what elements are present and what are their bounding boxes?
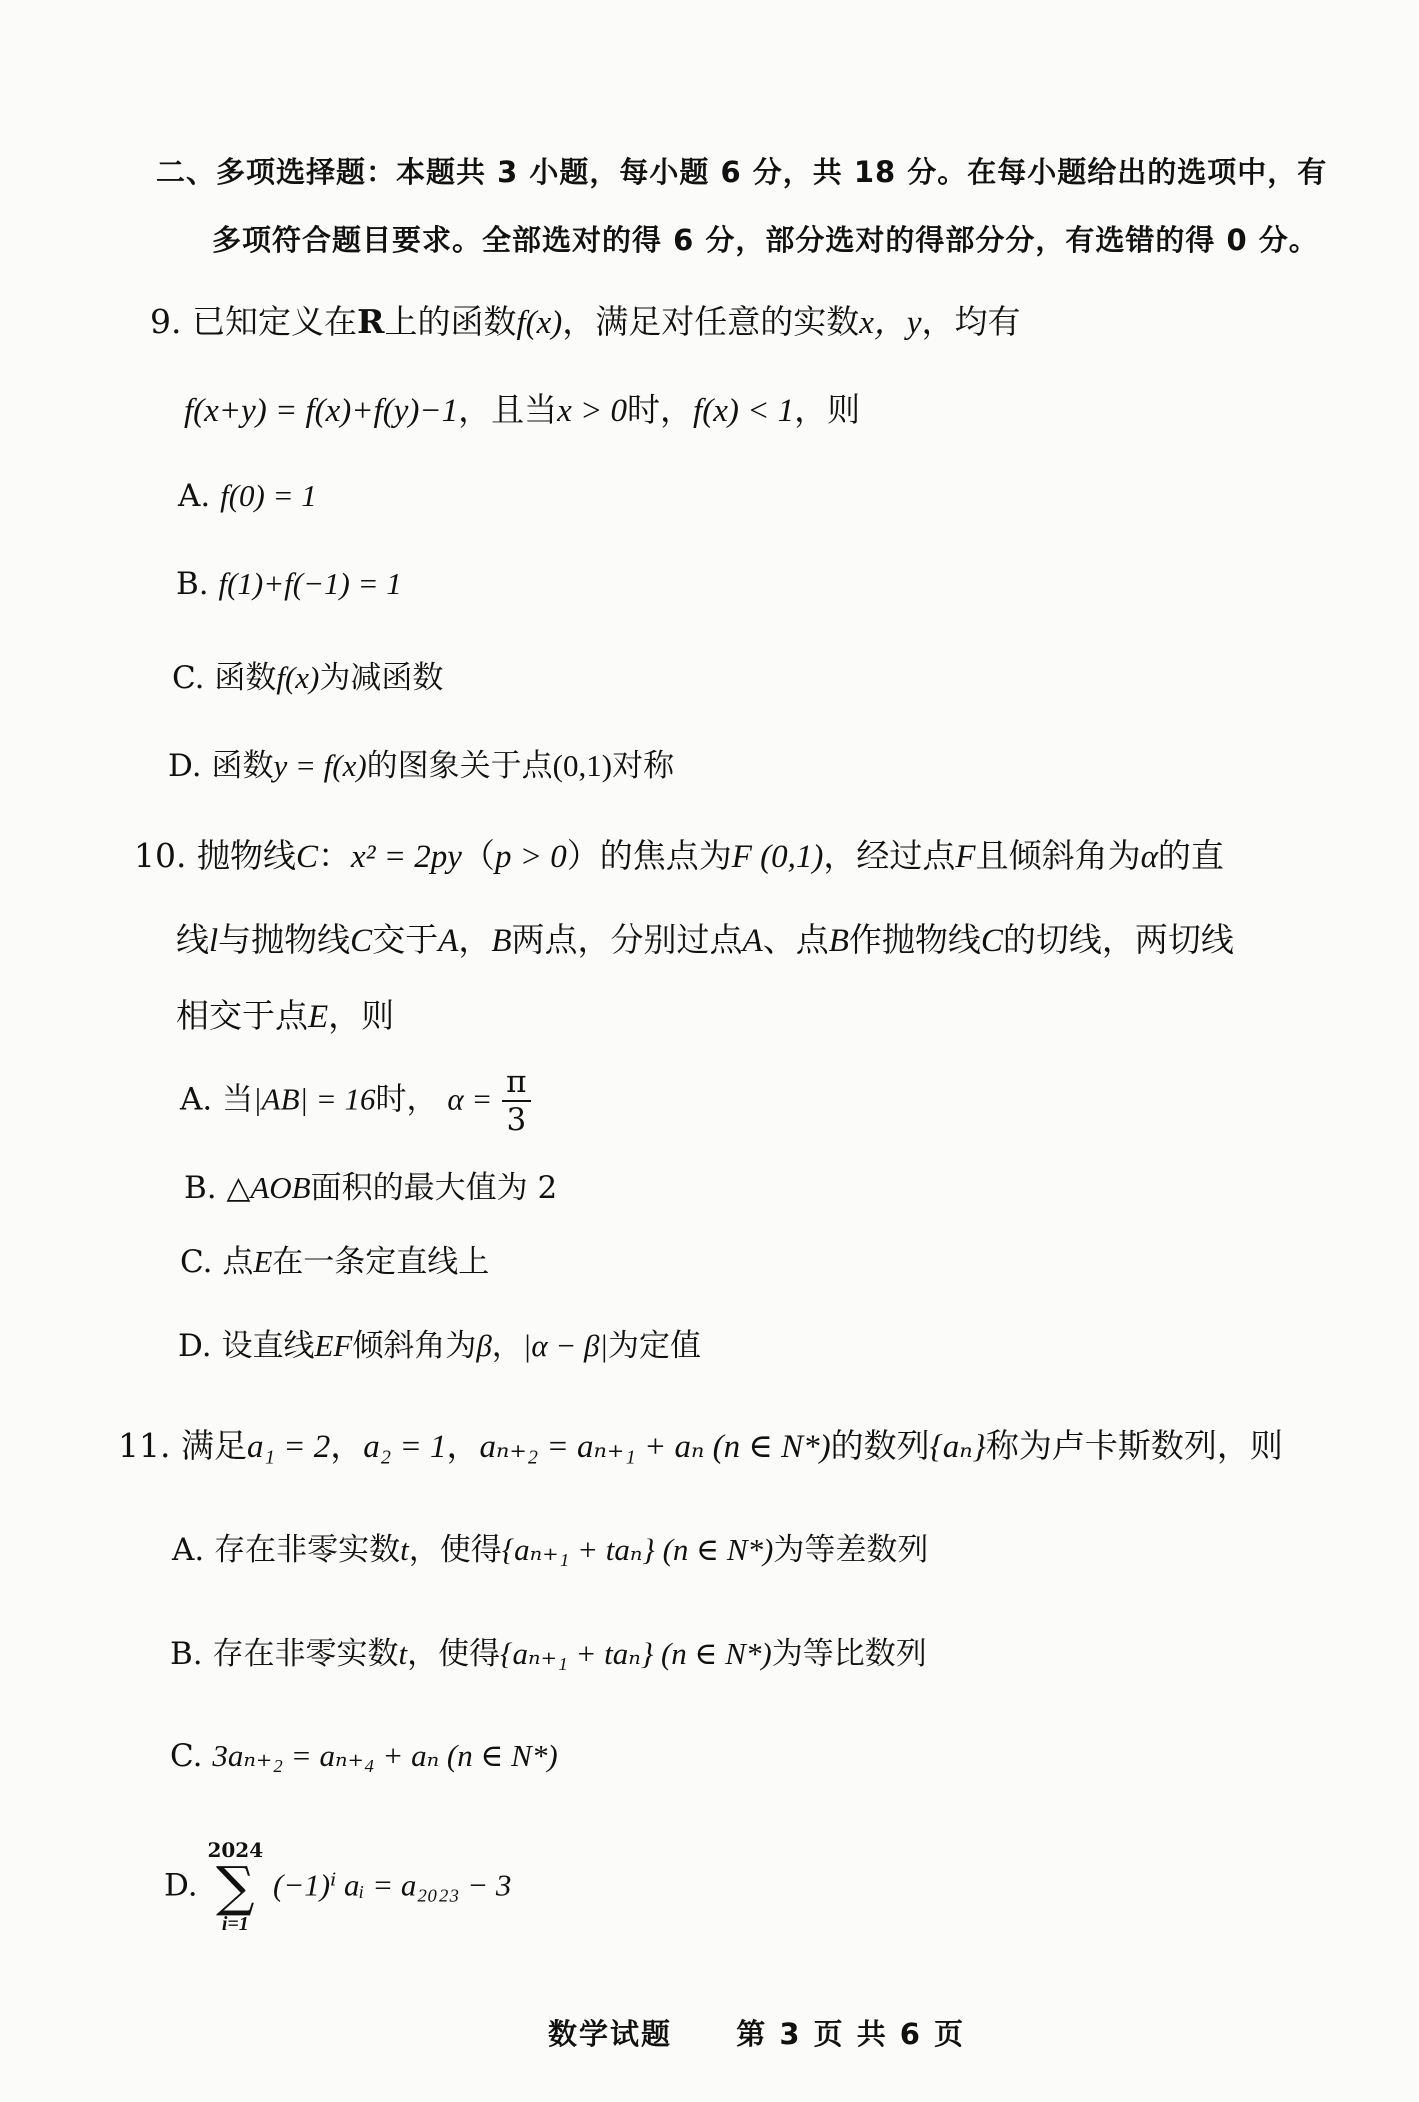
q11-t: t [400,1532,409,1567]
q9-option-a-label: A. [178,478,211,514]
q11-text: ， [446,1426,480,1465]
q10-text: 线 [176,920,209,959]
q11-text: ， [330,1426,364,1465]
q10-option-d-text: 设直线 [221,1328,315,1364]
q9-cond-x: x > 0 [557,393,628,429]
q10-point-a: A [742,923,763,959]
q10-point-e: E [308,999,329,1035]
q10-option-b-label: B. [184,1170,217,1206]
q11-option-b-text: 存在非零实数 [212,1636,399,1672]
q9-cond-fx: f(x) < 1 [693,393,795,429]
fraction-numerator: π [502,1064,530,1102]
q10-text: 抛物线 [196,836,296,875]
q10-option-a-fraction [502,1064,530,1138]
q9-option-a [178,478,317,514]
q10-option-d-text: 倾斜角为 [352,1328,477,1364]
q11-text: 称为卢卡斯数列，则 [985,1426,1283,1465]
q10-text: ，经过点 [823,836,956,875]
q11-recurrence: aₙ₊₂ = aₙ₊₁ + aₙ (n ∈ N*) [479,1429,831,1465]
q10-point-b: B [491,923,512,959]
q11-option-c-identity: 3aₙ₊₂ = aₙ₊₄ + aₙ (n ∈ N*) [212,1738,558,1773]
section-header-line1: 二、多项选择题：本题共 3 小题，每小题 6 分，共 18 分。在每小题给出的选项中，有 [156,155,1328,189]
q9-xy: x，y [859,305,922,341]
q10-option-c-text: 在一条定直线上 [272,1244,490,1280]
q11-text: 的数列 [830,1426,930,1465]
q11-option-b-sequence: {aₙ₊₁ + taₙ} (n ∈ N*) [500,1636,772,1671]
q11-a2: a₂ = 1 [363,1429,447,1465]
q11-option-b-text: 为等比数列 [771,1636,927,1672]
q10-text: ： [318,836,351,875]
q9-stem-text-c: ，满足对任意的实数 [562,302,860,341]
q9-option-d-point: (0,1) [552,748,613,783]
summation-lower-limit: i=1 [221,1913,249,1935]
q10-text: 与抛物线 [218,920,351,959]
q9-option-a-expr: f(0) = 1 [220,478,317,513]
q11-a1: a₁ = 2 [246,1429,331,1465]
q10-text: 相交于点 [176,996,308,1035]
q9-cond-end-a: 时， [627,390,694,429]
q11-option-a-text: ，使得 [408,1532,502,1568]
q10-option-d-text: ， [491,1328,523,1364]
q9-stem-text-d: ，均有 [921,302,1021,341]
q10-angle-difference: |α − β| [522,1328,608,1363]
q10-point-f: F [955,839,976,875]
q9-real-set: R [357,302,385,341]
q9-stem-text-a: 已知定义在 [192,302,357,341]
q11-option-d-label: D. [164,1867,198,1904]
q10-option-d [178,1320,701,1365]
q9-option-c-fx: f(x) [276,660,320,695]
q10-alpha: α [1140,839,1158,875]
q10-text: （ [461,836,495,875]
q11-t: t [398,1636,408,1671]
q10-point-e: E [253,1244,273,1279]
q10-option-b [184,1162,557,1207]
q10-text: ， [458,920,492,959]
q10-p-condition: p > 0 [494,839,567,875]
q9-option-c-text-a: 函数 [214,660,277,696]
q11-sequence: {aₙ} [929,1429,986,1465]
q10-option-a-ab-length: |AB| = 16 [253,1081,376,1117]
q10-text: 作抛物线 [848,920,981,959]
q10-stem-line1 [134,830,1224,877]
q9-option-d [168,740,674,785]
q10-parabola-equation: x² = 2py [351,839,462,875]
q11-option-a-text: 存在非零实数 [214,1532,401,1568]
q10-line-ef: EF [314,1328,353,1363]
q9-option-b [176,566,402,602]
q11-option-b [170,1628,927,1673]
q10-option-a-text: 当 [222,1081,254,1118]
q11-option-c [170,1738,558,1774]
q10-option-c-label: C. [180,1244,213,1280]
section-header-line2: 多项符合题目要求。全部选对的得 6 分，部分选对的得部分分，有选错的得 0 分。 [212,223,1319,257]
q10-text: 交于 [372,920,439,959]
q10-option-a-alpha: α = [447,1081,493,1117]
fraction-denominator: 3 [506,1102,527,1138]
triangle-symbol: △ [226,1170,251,1206]
q11-option-b-text: ，使得 [407,1636,501,1672]
q10-option-a-text: 时， [375,1081,438,1118]
q10-curve-c: C [295,839,318,875]
q10-point-a: A [438,923,459,959]
q11-option-a-label: A. [172,1532,205,1568]
q10-text: 的直 [1157,836,1224,875]
q10-number: 10. [134,836,187,875]
q10-option-b-text: 面积的最大值为 2 [310,1170,558,1206]
q9-option-c-text-b: 为减函数 [319,660,444,696]
footer-subject: 数学试题 [548,2017,673,2051]
q9-option-b-label: B. [176,566,209,602]
q10-focus: F (0,1) [731,839,824,875]
q9-fx: f(x) [516,305,563,341]
q10-option-d-text: 为定值 [607,1328,701,1364]
q10-option-c [180,1236,489,1281]
q11-option-c-label: C. [170,1738,203,1774]
q9-option-c-label: C. [172,660,205,696]
q9-option-c [172,652,443,697]
q11-option-d-sum-expr: (−1)ⁱ aᵢ = a₂₀₂₃ − 3 [273,1867,512,1903]
q11-option-d [164,1840,511,1934]
q10-line-l: l [209,923,219,959]
q10-curve-c: C [980,923,1003,959]
q11-option-a [172,1524,928,1569]
summation [207,1840,263,1934]
q11-text: 满足 [180,1426,247,1465]
q9-option-d-fx: y = f(x) [273,748,367,783]
q9-stem-text-b: 上的函数 [384,302,517,341]
q10-option-a-label: A. [180,1081,213,1118]
page-footer [548,2012,965,2053]
q10-text: ）的焦点为 [566,836,732,875]
q10-triangle-aob: AOB [250,1170,311,1205]
q9-functional-equation: f(x+y) = f(x)+f(y)−1 [184,393,459,429]
q9-option-d-text-a: 函数 [211,748,274,784]
q10-text: 且倾斜角为 [975,836,1141,875]
q9-cond-end-b: ，则 [794,390,861,429]
sigma-icon: ∑ [216,1855,255,1918]
q10-option-c-text: 点 [222,1244,254,1280]
q10-stem-line3 [176,990,394,1037]
q9-stem [150,296,1021,343]
q10-option-a [180,1064,531,1138]
q9-option-d-text-c: 对称 [612,748,675,784]
q11-option-a-sequence: {aₙ₊₁ + taₙ} (n ∈ N*) [501,1532,774,1567]
footer-page-number: 第 3 页 共 6 页 [736,2017,966,2051]
summation-upper-limit: 2024 [207,1838,264,1862]
q10-text: 的切线，两切线 [1002,920,1234,959]
q9-option-d-text-b: 的图象关于点 [366,748,553,784]
q11-option-a-text: 为等差数列 [773,1532,929,1568]
q10-text: 两点，分别过点 [511,920,743,959]
q10-point-b: B [828,923,849,959]
q11-option-b-label: B. [170,1636,203,1672]
q10-text: ，则 [328,996,395,1035]
q10-text: 、点 [762,920,829,959]
q9-option-d-label: D. [168,748,202,784]
q9-option-b-expr: f(1)+f(−1) = 1 [218,566,402,601]
q10-stem-line2 [176,914,1234,961]
q11-number: 11. [118,1426,171,1465]
q10-curve-c: C [350,923,373,959]
q9-cond-mid: ，且当 [458,390,558,429]
q9-condition [184,384,860,431]
q10-option-d-label: D. [178,1328,212,1364]
q10-beta: β [476,1328,492,1363]
q11-stem [118,1420,1283,1467]
q9-number: 9. [150,302,182,341]
